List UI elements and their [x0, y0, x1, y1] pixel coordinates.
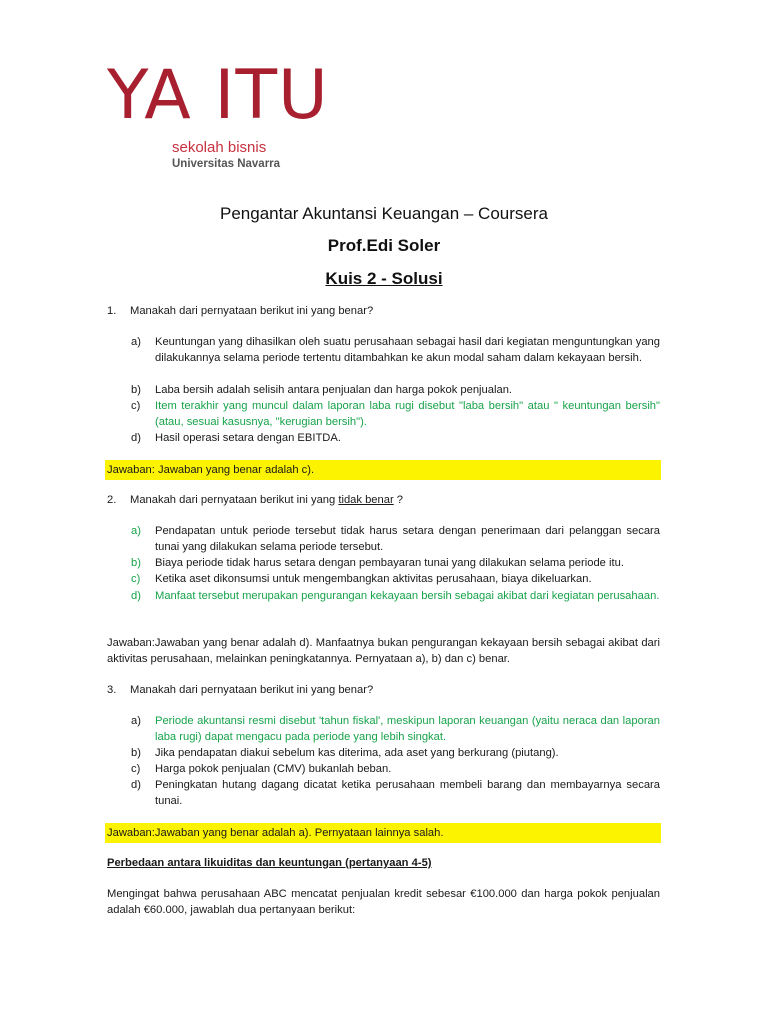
q1-option-c-text: Item terakhir yang muncul dalam laporan laba rugi disebut "laba bersih" atau " keuntungan bersih" (atau, sesuai kasusnya, "kerugian bersih").	[155, 400, 660, 428]
q1-option-b-text: Laba bersih adalah selisih antara penjualan dan harga pokok penjualan.	[155, 384, 513, 396]
course-title: Pengantar Akuntansi Keuangan – Coursera	[220, 204, 548, 223]
q2-option-a-text: Pendapatan untuk periode tersebut tidak harus setara dengan penerimaan dari pelanggan secara tunai yang dilakukan selama periode tersebut.	[155, 525, 660, 553]
q1-answer: Jawaban: Jawaban yang benar adalah c).	[105, 460, 661, 480]
question-2-text-post: ?	[393, 494, 404, 506]
question-3-text: Manakah dari pernyataan berikut ini yang benar?	[130, 684, 374, 696]
question-2-text-underlined: tidak benar	[338, 494, 394, 506]
question-2-text-pre: Manakah dari pernyataan berikut ini yang	[130, 494, 339, 506]
q1-option-d-label: d)	[131, 432, 141, 444]
q2-option-b-text: Biaya periode tidak harus setara dengan pembayaran tunai yang dilakukan selama periode itu.	[155, 557, 624, 569]
q3-option-c-label: c)	[131, 763, 141, 775]
q2-option-b-label: b)	[131, 557, 141, 569]
q2-option-c-label: c)	[131, 573, 141, 585]
section-intro: Mengingat bahwa perusahaan ABC mencatat penjualan kredit sebesar €100.000 dan harga pokok penjualan adalah €60.000, jawablah dua pertanyaan berikut:	[107, 888, 660, 916]
q1-option-b-label: b)	[131, 384, 141, 396]
q2-answer: Jawaban:Jawaban yang benar adalah d). Manfaatnya bukan pengurangan kekayaan bersih sebagai akibat dari aktivitas perusahaan, melainkan peningkatannya. Pernyataan a), b) dan c) benar.	[107, 637, 660, 665]
professor-name: Prof.Edi Soler	[327, 236, 441, 255]
logo-title: YA ITU	[107, 56, 329, 135]
q2-option-d-label: d)	[131, 590, 141, 602]
question-1-number: 1.	[107, 305, 117, 317]
q1-option-d-text: Hasil operasi setara dengan EBITDA.	[155, 432, 341, 444]
question-2-number: 2.	[107, 494, 117, 506]
q3-option-b-text: Jika pendapatan diakui sebelum kas diterima, ada aset yang berkurang (piutang).	[155, 747, 559, 759]
q3-option-a-label: a)	[131, 715, 141, 727]
q3-option-b-label: b)	[131, 747, 141, 759]
q3-answer: Jawaban:Jawaban yang benar adalah a). Pernyataan lainnya salah.	[105, 823, 661, 843]
q2-option-d-text: Manfaat tersebut merupakan pengurangan kekayaan bersih sebagai akibat dari kegiatan perusahaan.	[155, 590, 660, 602]
q2-option-a-label: a)	[131, 525, 141, 537]
q2-option-c-text: Ketika aset dikonsumsi untuk mengembangkan aktivitas perusahaan, biaya dikeluarkan.	[155, 573, 592, 585]
question-2-text	[130, 492, 403, 508]
q3-option-d-label: d)	[131, 779, 141, 791]
q3-option-d-text: Peningkatan hutang dagang dicatat ketika perusahaan membeli barang dan membayarnya secara tunai.	[155, 779, 660, 807]
logo-subtitle: sekolah bisnis	[172, 139, 267, 156]
logo-university: Universitas Navarra	[172, 158, 281, 170]
quiz-title: Kuis 2 - Solusi	[325, 269, 443, 288]
q1-option-a-text: Keuntungan yang dihasilkan oleh suatu perusahaan sebagai hasil dari kegiatan menguntungkan yang dilakukannya selama periode tertentu ditambahkan ke akun modal saham dalam kekayaan bersih.	[155, 336, 660, 364]
q3-option-c-text: Harga pokok penjualan (CMV) bukanlah beban.	[155, 763, 392, 775]
q1-option-c-label: c)	[131, 400, 141, 412]
question-3-number: 3.	[107, 684, 117, 696]
section-heading: Perbedaan antara likuiditas dan keuntungan (pertanyaan 4-5)	[107, 857, 432, 869]
q1-option-a-label: a)	[131, 336, 141, 348]
q3-option-a-text: Periode akuntansi resmi disebut 'tahun fiskal', meskipun laporan keuangan (yaitu neraca dan laporan laba rugi) dapat mengacu pada periode yang lebih singkat.	[155, 715, 660, 743]
question-1-text: Manakah dari pernyataan berikut ini yang benar?	[130, 305, 374, 317]
